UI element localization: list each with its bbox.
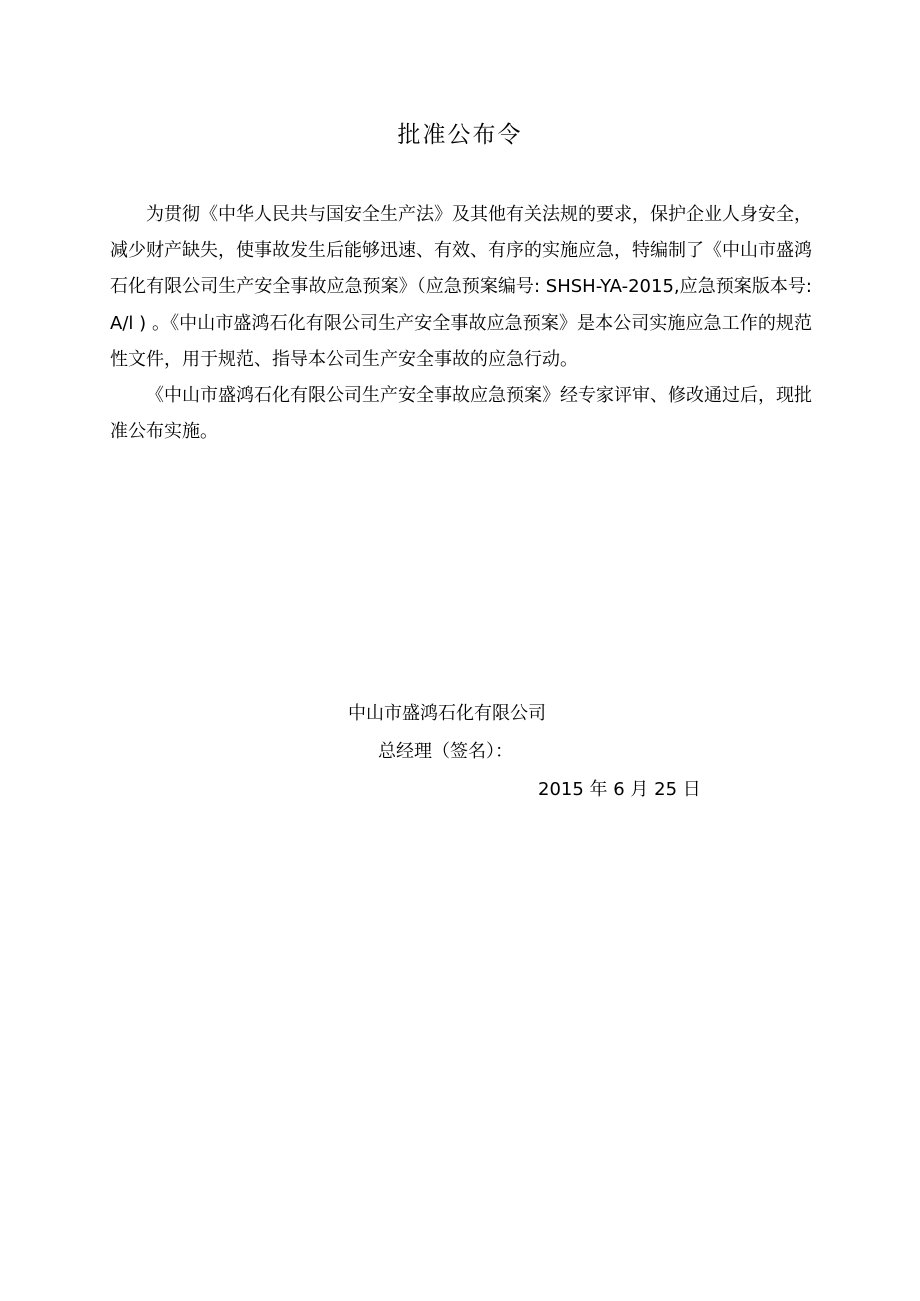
signature-company: 中山市盛鸿石化有限公司 <box>348 703 546 724</box>
paragraph-purpose: 为贯彻《中华人民共与国安全生产法》及其他有关法规的要求，保护企业人身安全，减少财产缺失，使事故发生后能够迅速、有效、有序的实施应急，特编制了《中山市盛鸿石化有限公司生产安全事故应急预案》（应急预案编号: SHSH-YA-2015,应急预案版本号: A/l ) 。《中山市盛鸿石化有限公司生产安全事故应急预案》是本公司实施应急工作的规范性文件，用于规范、指导本公司生产安全事故的应急行动。 <box>110 204 812 370</box>
document-body <box>110 197 812 450</box>
signature-manager: 总经理（签名）： <box>378 741 513 762</box>
document-title: 批准公布令 <box>397 122 523 148</box>
signature-date: 2015 年 6 月 25 日 <box>538 779 701 800</box>
paragraph-approval: 《中山市盛鸿石化有限公司生产安全事故应急预案》经专家评审、修改通过后，现批准公布实施。 <box>110 385 812 443</box>
